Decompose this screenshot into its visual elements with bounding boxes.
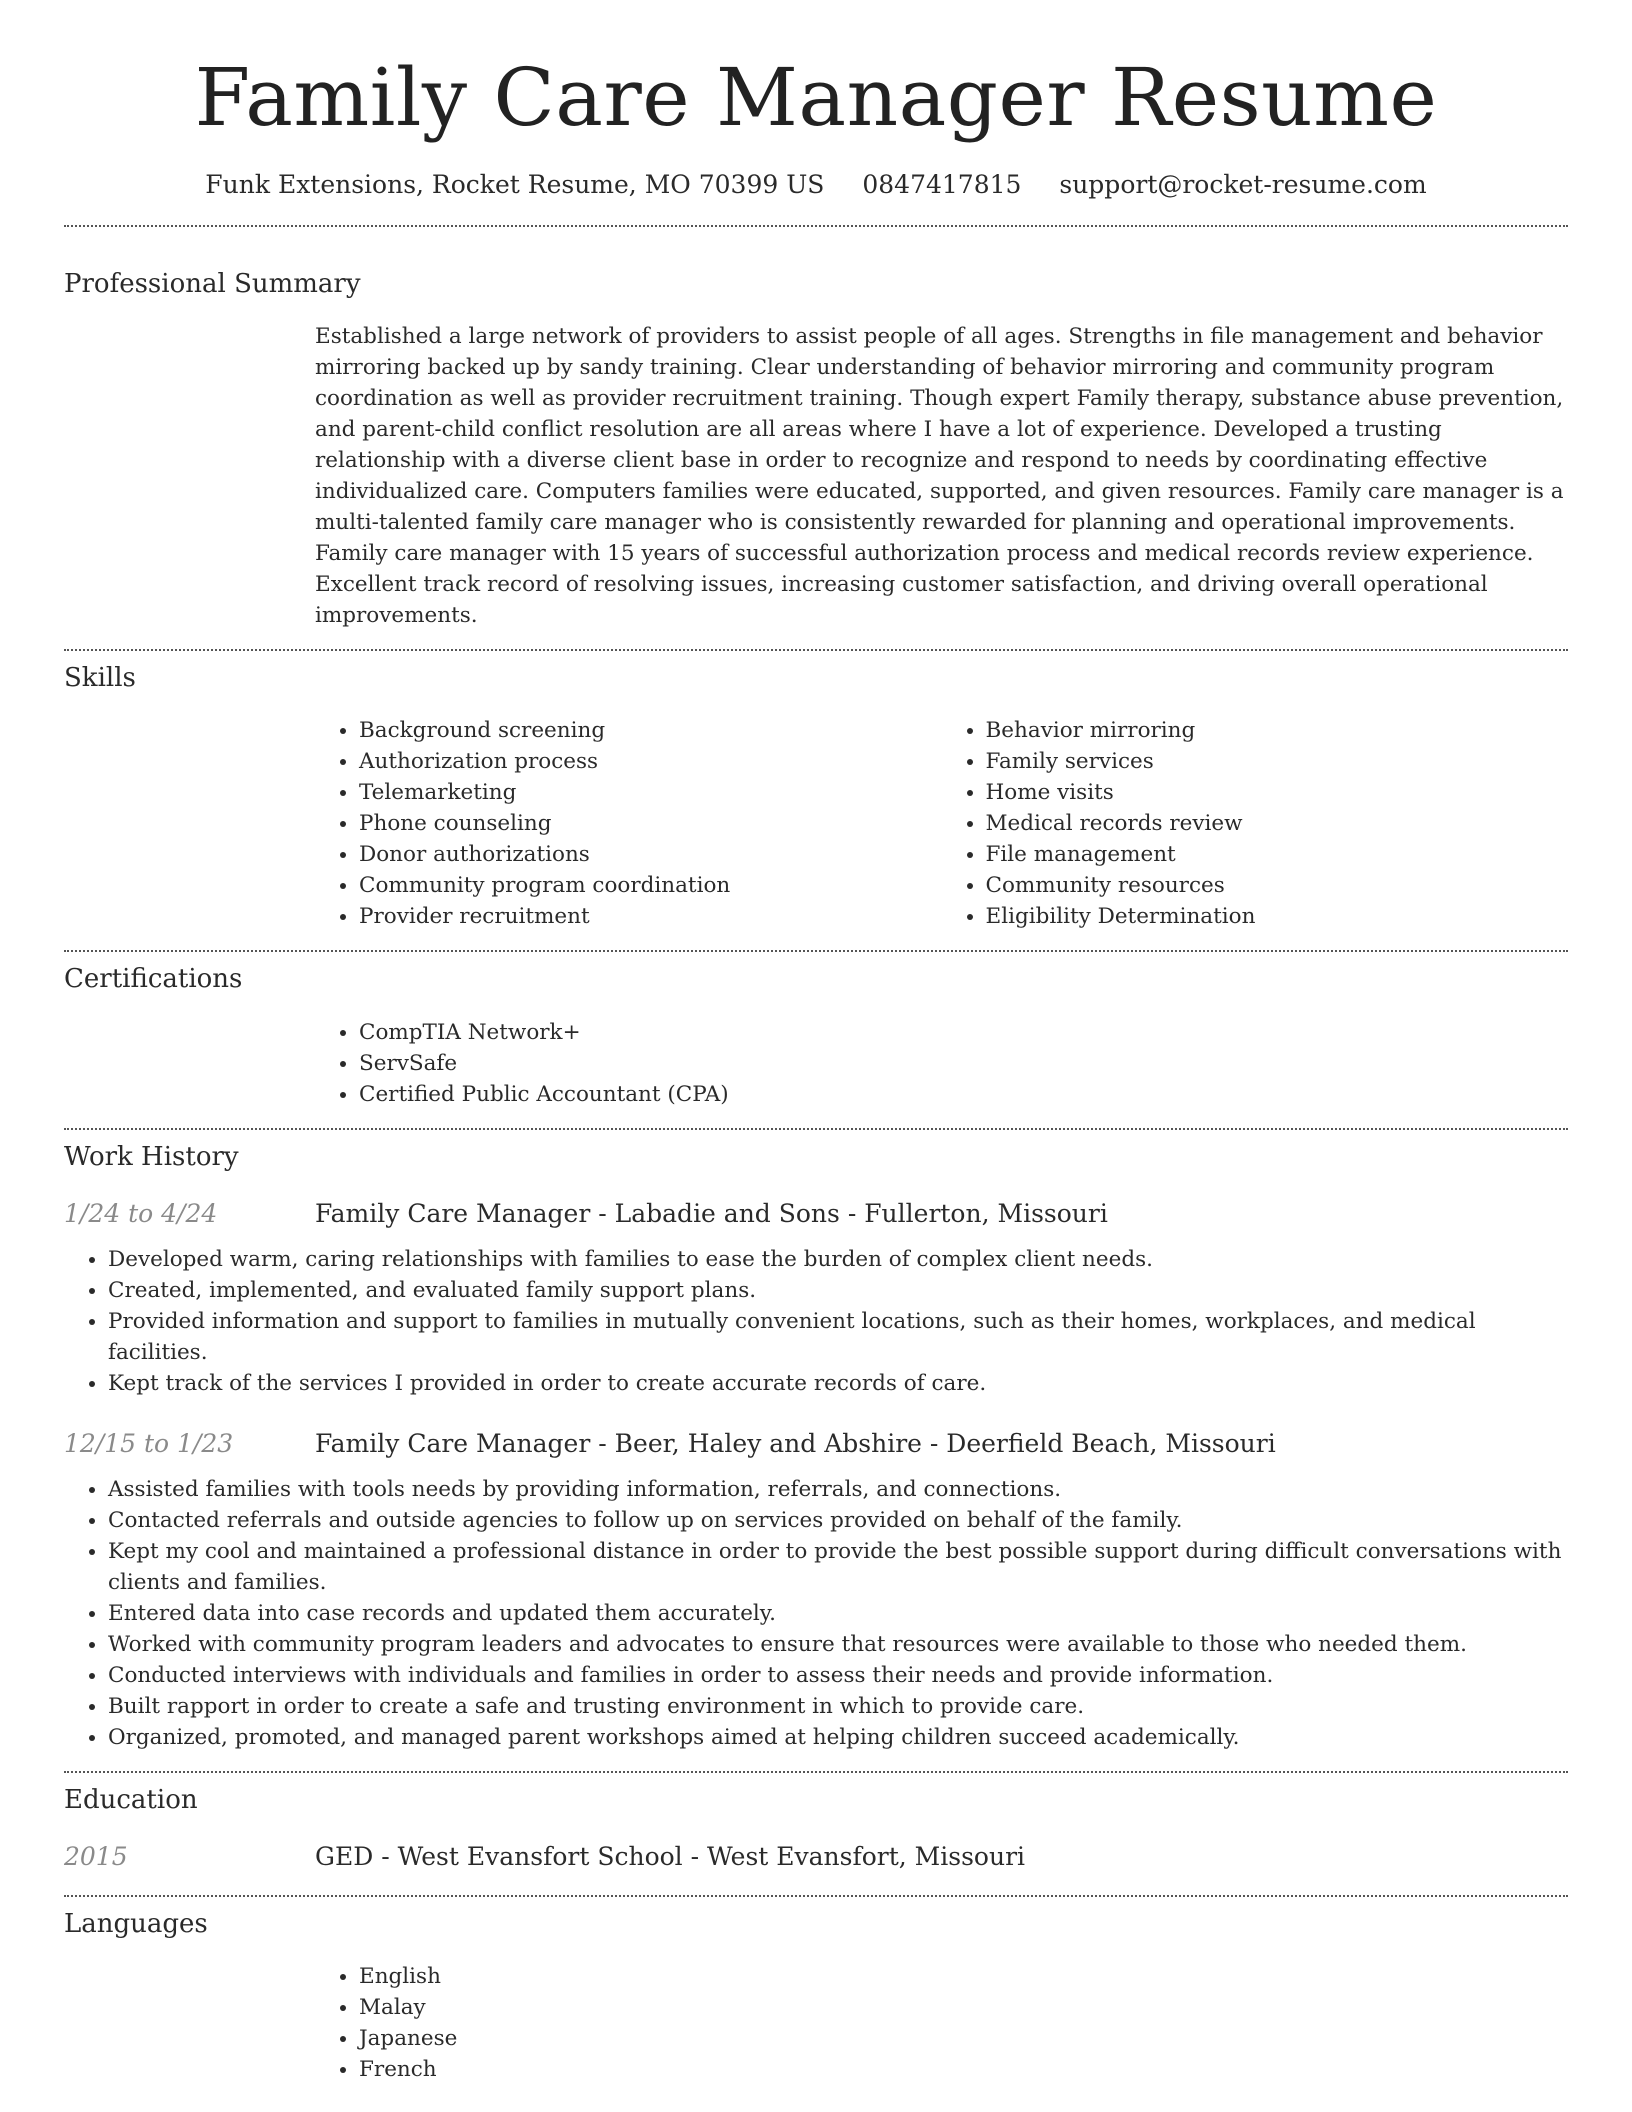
job-date: 12/15 to 1/23 — [64, 1428, 234, 1458]
skills-section — [315, 715, 1568, 932]
job-title: Family Care Manager - Labadie and Sons - Fullerton, Missouri — [315, 1198, 1108, 1228]
certification-item: • Certified Public Accountant (CPA) — [359, 1079, 1568, 1110]
job-entry — [64, 1429, 1568, 1753]
divider — [64, 1128, 1568, 1130]
skill-item: • Home visits — [986, 777, 1569, 808]
education-date: 2015 — [64, 1841, 128, 1871]
education-entry — [64, 1842, 1568, 1871]
certifications-section — [315, 1017, 1568, 1110]
language-item: • Malay — [359, 1992, 1568, 2023]
resume-page — [64, 0, 1568, 2085]
job-title: Family Care Manager - Beer, Haley and Abshire - Deerfield Beach, Missouri — [315, 1428, 1276, 1458]
divider — [64, 649, 1568, 651]
skill-item: • Telemarketing — [359, 777, 942, 808]
skill-item: • Phone counseling — [359, 808, 942, 839]
divider — [64, 950, 1568, 952]
skill-item: • Medical records review — [986, 808, 1569, 839]
skill-item: • Background screening — [359, 715, 942, 746]
contact-address: Funk Extensions, Rocket Resume, MO 70399 US — [205, 170, 825, 199]
section-title-certifications: Certifications — [64, 964, 243, 995]
languages-list — [315, 1961, 1568, 2085]
contact-line — [64, 170, 1568, 199]
education-degree: GED - West Evansfort School - West Evansfort, Missouri — [315, 1841, 1026, 1871]
skill-item: • Authorization process — [359, 746, 942, 777]
job-bullet: • Created, implemented, and evaluated family support plans. — [108, 1275, 1568, 1306]
certifications-list — [315, 1017, 1568, 1110]
job-entry — [64, 1199, 1568, 1399]
section-title-skills: Skills — [64, 663, 136, 694]
job-bullet: • Provided information and support to families in mutually convenient locations, such as their homes, workplaces, and medical facilities. — [108, 1306, 1568, 1368]
job-bullets — [64, 1474, 1568, 1753]
job-bullet: • Kept track of the services I provided in order to create accurate records of care. — [108, 1368, 1568, 1399]
skill-item: • Donor authorizations — [359, 839, 942, 870]
summary-section — [315, 321, 1568, 631]
languages-section — [315, 1961, 1568, 2085]
language-item: • French — [359, 2054, 1568, 2085]
job-bullet: • Worked with community program leaders and advocates to ensure that resources were available to those who needed them. — [108, 1629, 1568, 1660]
skill-item: • Community program coordination — [359, 870, 942, 901]
certification-item: • CompTIA Network+ — [359, 1017, 1568, 1048]
language-item: • English — [359, 1961, 1568, 1992]
contact-phone: 0847417815 — [862, 170, 1022, 199]
skill-item: • File management — [986, 839, 1569, 870]
divider — [64, 1895, 1568, 1897]
job-bullet: • Entered data into case records and updated them accurately. — [108, 1598, 1568, 1629]
certification-item: • ServSafe — [359, 1048, 1568, 1079]
contact-email: support@rocket-resume.com — [1059, 170, 1427, 199]
resume-title: Family Care Manager Resume — [194, 51, 1438, 144]
skills-list-left — [315, 715, 942, 932]
skill-item: • Community resources — [986, 870, 1569, 901]
job-bullet: • Organized, promoted, and managed parent workshops aimed at helping children succeed academically. — [108, 1722, 1568, 1753]
job-header — [64, 1429, 1568, 1458]
job-bullet: • Conducted interviews with individuals and families in order to assess their needs and provide information. — [108, 1660, 1568, 1691]
summary-text: Established a large network of providers to assist people of all ages. Strengths in file management and behavior mirroring backed up by sandy training. Clear understanding of behavior mirroring and community program coordination as well as provider recruitment training. Though expert Family therapy, substance abuse prevention, and parent-child conflict resolution are all areas where I have a lot of experience. Developed a trusting relationship with a diverse client base in order to recognize and respond to needs by coordinating effective individualized care. Computers families were educated, supported, and given resources. Family care manager is a multi-talented family care manager who is consistently rewarded for planning and operational improvements. Family care manager with 15 years of successful authorization process and medical records review experience. Excellent track record of resolving issues, increasing customer satisfaction, and driving overall operational improvements. — [315, 324, 1564, 629]
language-item: • Japanese — [359, 2023, 1568, 2054]
section-title-summary: Professional Summary — [64, 269, 361, 299]
job-bullet: • Built rapport in order to create a safe and trusting environment in which to provide care. — [108, 1691, 1568, 1722]
section-title-languages: Languages — [64, 1908, 208, 1939]
job-bullets — [64, 1244, 1568, 1399]
job-bullet: • Kept my cool and maintained a professional distance in order to provide the best possible support during difficult conversations with clients and families. — [108, 1536, 1568, 1598]
skills-list-right — [942, 715, 1569, 932]
skill-item: • Provider recruitment — [359, 901, 942, 932]
divider — [64, 1771, 1568, 1773]
skill-item: • Behavior mirroring — [986, 715, 1569, 746]
job-bullet: • Contacted referrals and outside agencies to follow up on services provided on behalf of the family. — [108, 1505, 1568, 1536]
section-title-work-history: Work History — [64, 1141, 239, 1172]
job-header — [64, 1199, 1568, 1228]
divider — [64, 225, 1568, 227]
section-title-education: Education — [64, 1784, 198, 1815]
job-date: 1/24 to 4/24 — [64, 1198, 218, 1228]
skill-item: • Family services — [986, 746, 1569, 777]
job-bullet: • Developed warm, caring relationships with families to ease the burden of complex client needs. — [108, 1244, 1568, 1275]
skill-item: • Eligibility Determination — [986, 901, 1569, 932]
job-bullet: • Assisted families with tools needs by providing information, referrals, and connections. — [108, 1474, 1568, 1505]
